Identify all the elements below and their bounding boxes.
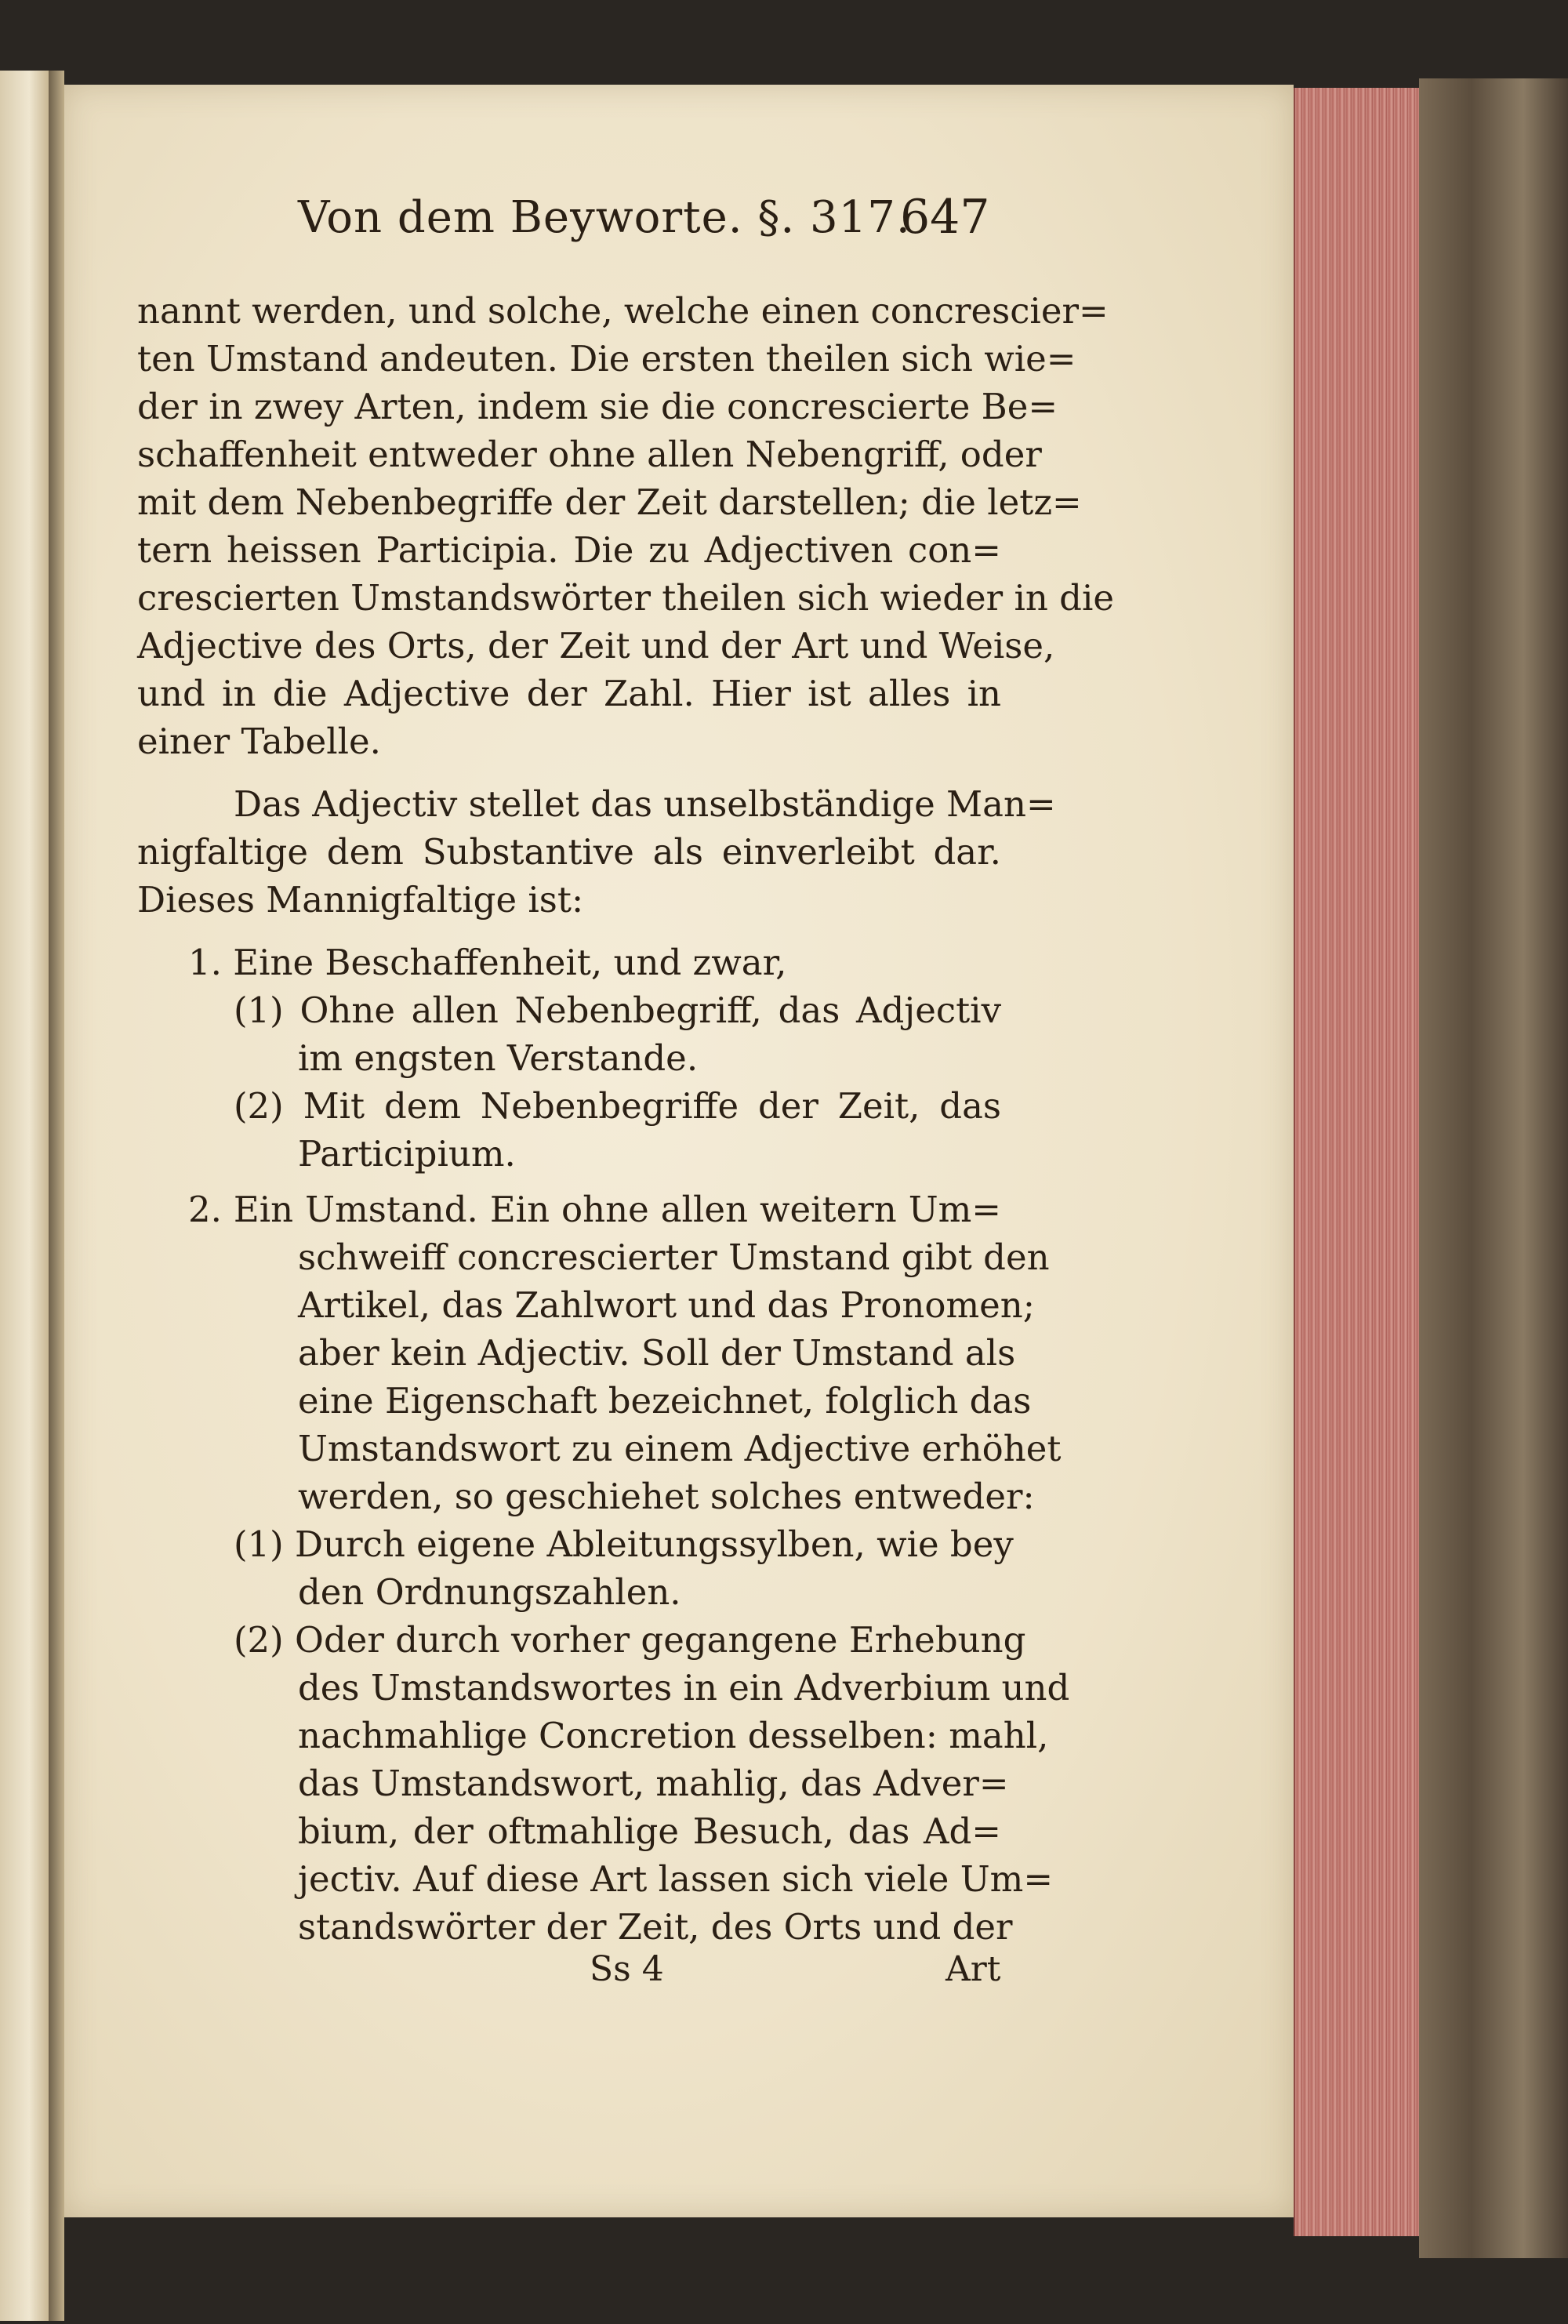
catchword: Art bbox=[946, 1949, 1001, 1989]
text-line: schweiff concrescierter Umstand gibt den bbox=[298, 1236, 1050, 1278]
text-line: aber kein Adjectiv. Soll der Umstand als bbox=[298, 1332, 1016, 1374]
text-line: werden, so geschiehet solches entweder: bbox=[298, 1476, 1035, 1517]
text-line: Dieses Mannigfaltige ist: bbox=[137, 879, 584, 921]
text-line: nigfaltige dem Substantive als einverleibt dar. bbox=[137, 831, 1001, 873]
text-line: Das Adjectiv stellet das unselbständige Man= bbox=[234, 783, 1056, 825]
text-line: Artikel, das Zahlwort und das Pronomen; bbox=[298, 1284, 1035, 1326]
text-line: 2. Ein Umstand. Ein ohne allen weitern Um= bbox=[188, 1189, 1001, 1230]
text-line: (1) Ohne allen Nebenbegriff, das Adjectiv bbox=[234, 990, 1001, 1031]
text-line: im engsten Verstande. bbox=[298, 1037, 699, 1079]
text-line: 1. Eine Beschaffenheit, und zwar, bbox=[188, 942, 787, 983]
text-line: Adjective des Orts, der Zeit und der Art und Weise, bbox=[137, 625, 1055, 666]
text-line: das Umstandswort, mahlig, das Adver= bbox=[298, 1763, 1009, 1804]
text-line: jectiv. Auf diese Art lassen sich viele Um= bbox=[298, 1858, 1054, 1900]
text-line: des Umstandswortes in ein Adverbium und bbox=[298, 1667, 1070, 1709]
text-line: nannt werden, und solche, welche einen concrescier= bbox=[137, 290, 1109, 332]
text-line: den Ordnungszahlen. bbox=[298, 1571, 681, 1613]
text-line: tern heissen Participia. Die zu Adjectiven con= bbox=[137, 529, 1001, 571]
text-line: bium, der oftmahlige Besuch, das Ad= bbox=[298, 1810, 1001, 1852]
text-line: und in die Adjective der Zahl. Hier ist alles in bbox=[137, 673, 1001, 714]
text-line: ten Umstand andeuten. Die ersten theilen sich wie= bbox=[137, 338, 1076, 379]
text-line: (1) Durch eigene Ableitungssylben, wie bey bbox=[234, 1523, 1014, 1565]
text-line: Participium. bbox=[298, 1133, 516, 1175]
text-line: der in zwey Arten, indem sie die concrescierte Be= bbox=[137, 386, 1058, 427]
text-line: standswörter der Zeit, des Orts und der bbox=[298, 1906, 1013, 1948]
page-number: 647 bbox=[900, 190, 990, 245]
running-title: Von dem Beyworte. §. 317. bbox=[298, 192, 911, 243]
text-line: eine Eigenschaft bezeichnet, folglich das bbox=[298, 1380, 1032, 1422]
text-line: schaffenheit entweder ohne allen Nebengriff, oder bbox=[137, 434, 1042, 475]
text-line: mit dem Nebenbegriffe der Zeit darstellen; die letz= bbox=[137, 481, 1082, 523]
text-line: (2) Mit dem Nebenbegriffe der Zeit, das bbox=[234, 1085, 1001, 1127]
text-line: nachmahlige Concretion desselben: mahl, bbox=[298, 1715, 1049, 1756]
signature-mark: Ss 4 bbox=[590, 1949, 664, 1989]
text-line: Umstandswort zu einem Adjective erhöhet bbox=[298, 1428, 1062, 1469]
text-line: crescierten Umstandswörter theilen sich wieder in die bbox=[137, 577, 1114, 619]
text-line: (2) Oder durch vorher gegangene Erhebung bbox=[234, 1619, 1026, 1661]
text-line: einer Tabelle. bbox=[137, 721, 381, 762]
